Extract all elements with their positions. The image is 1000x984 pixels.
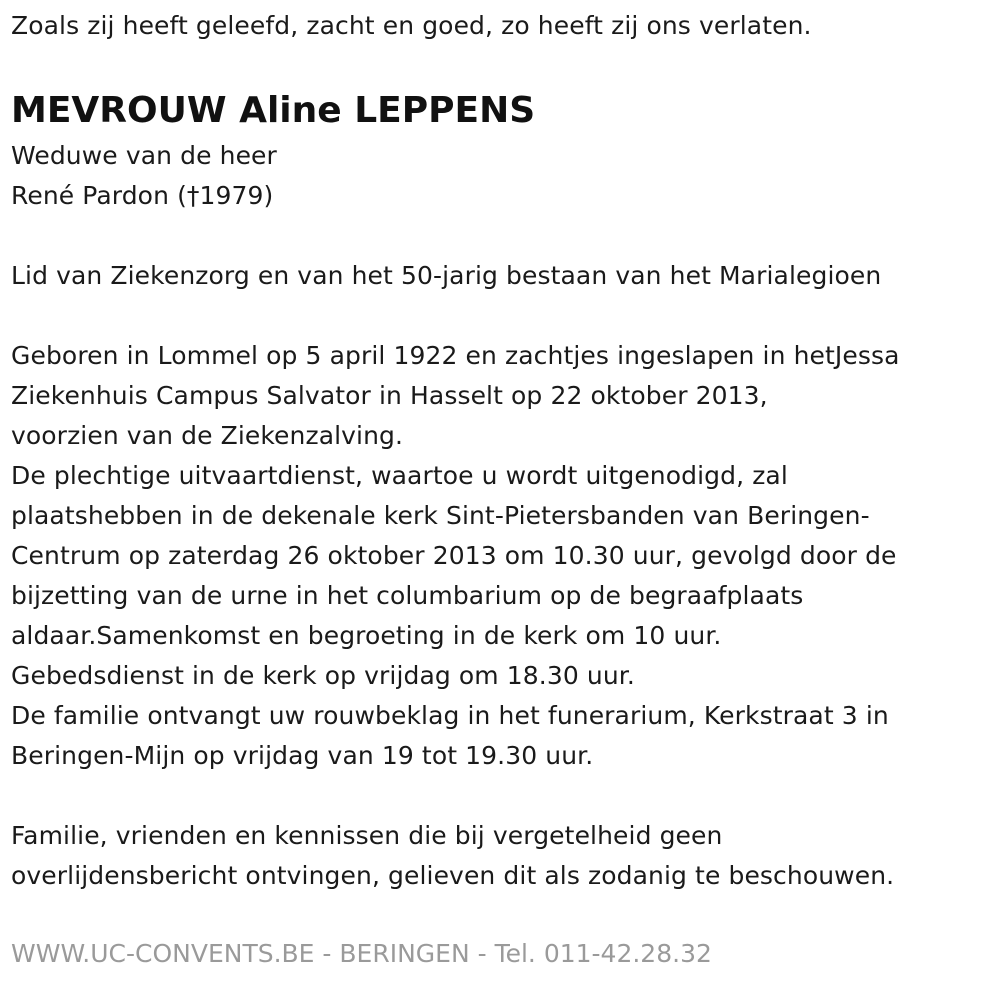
deceased-name: MEVROUW Aline LEPPENS [11, 90, 536, 131]
details-line: aldaar.Samenkomst en begroeting in de kerk om 10 uur. [11, 621, 722, 650]
widow-line: Weduwe van de heer [11, 141, 277, 170]
details-line: Ziekenhuis Campus Salvator in Hasselt op 22 oktober 2013, [11, 381, 768, 410]
details-line: Centrum op zaterdag 26 oktober 2013 om 10.30 uur, gevolgd door de [11, 541, 897, 570]
details-line: Beringen-Mijn op vrijdag van 19 tot 19.30 uur. [11, 741, 594, 770]
closing-block [11, 816, 991, 896]
widow-block [11, 136, 991, 216]
spouse-line: René Pardon (†1979) [11, 181, 274, 210]
details-line: voorzien van de Ziekenzalving. [11, 421, 404, 450]
membership-text: Lid van Ziekenzorg en van het 50-jarig bestaan van het Marialegioen [11, 261, 882, 290]
obituary-notice [11, 0, 991, 974]
details-line: De plechtige uitvaartdienst, waartoe u wordt uitgenodigd, zal [11, 461, 788, 490]
details-block [11, 336, 991, 776]
footer-contact: WWW.UC-CONVENTS.BE - BERINGEN - Tel. 011-42.28.32 [11, 939, 712, 968]
details-line: De familie ontvangt uw rouwbeklag in het funerarium, Kerkstraat 3 in [11, 701, 889, 730]
closing-line: overlijdensbericht ontvingen, gelieven dit als zodanig te beschouwen. [11, 861, 895, 890]
motto-text: Zoals zij heeft geleefd, zacht en goed, zo heeft zij ons verlaten. [11, 11, 812, 40]
details-line: Gebedsdienst in de kerk op vrijdag om 18.30 uur. [11, 661, 635, 690]
details-line: Geboren in Lommel op 5 april 1922 en zachtjes ingeslapen in hetJessa [11, 341, 900, 370]
details-line: bijzetting van de urne in het columbarium op de begraafplaats [11, 581, 804, 610]
details-line: plaatshebben in de dekenale kerk Sint-Pietersbanden van Beringen- [11, 501, 870, 530]
closing-line: Familie, vrienden en kennissen die bij vergetelheid geen [11, 821, 723, 850]
